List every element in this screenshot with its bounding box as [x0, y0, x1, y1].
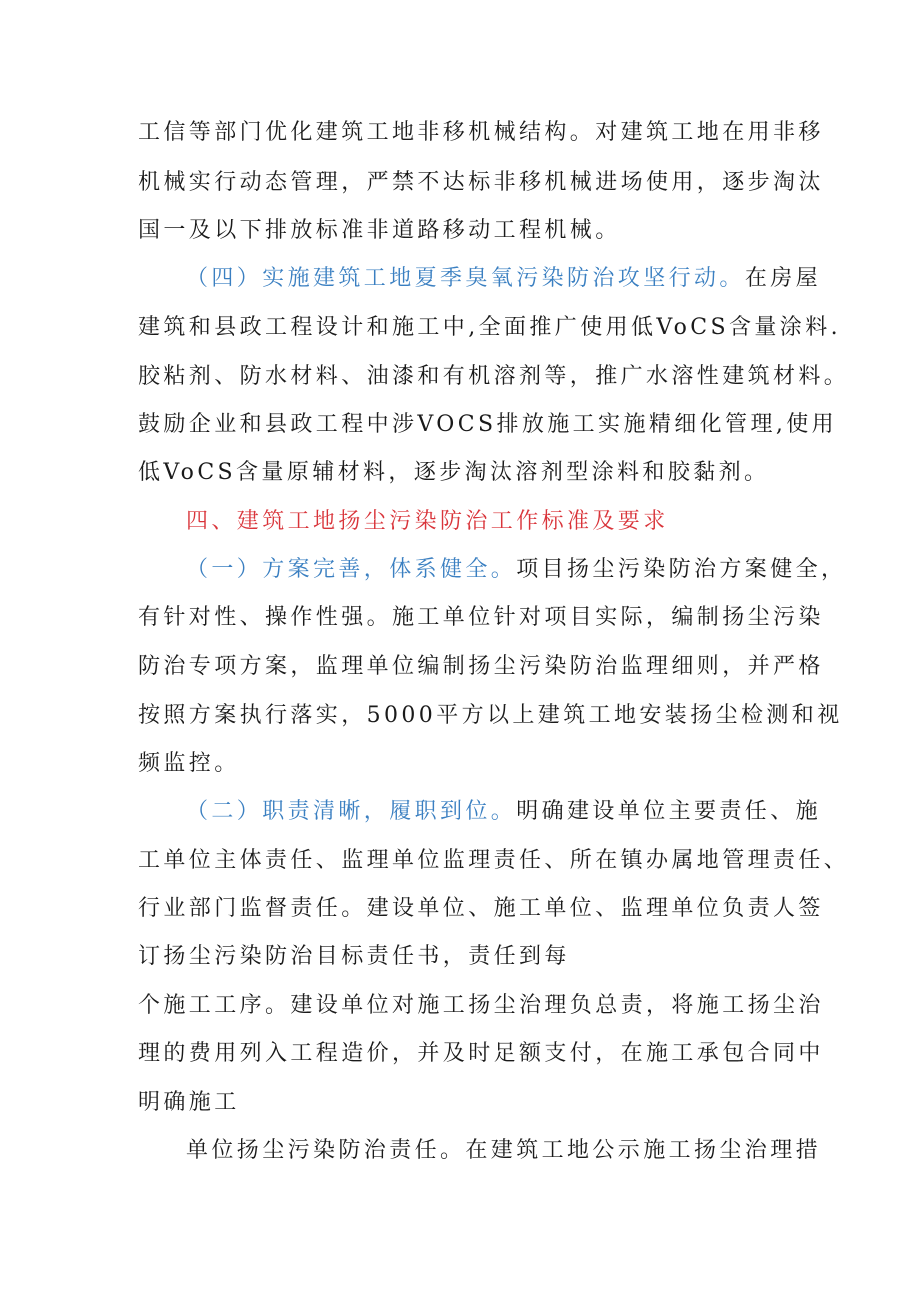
- paragraph-first-line: [186, 264, 846, 294]
- paragraph-line: 订扬尘污染防治目标责任书，责任到每: [138, 944, 570, 969]
- paragraph-line: 理的费用列入工程造价，并及时足额支付，在施工承包合同中: [138, 1041, 824, 1066]
- paragraph-line: 工信等部门优化建筑工地非移机械结构。对建筑工地在用非移: [138, 120, 824, 145]
- section-title: 四、建筑工地扬尘污染防治工作标准及要求: [186, 509, 669, 534]
- paragraph-line: 个施工工序。建设单位对施工扬尘治理负总责，将施工扬尘治: [138, 993, 824, 1018]
- paragraph-line: 工单位主体责任、监理单位监理责任、所在镇办属地管理责任、: [138, 848, 850, 873]
- paragraph-line: 鼓励企业和县政工程中涉VOCS排放施工实施精细化管理,使用: [138, 412, 838, 437]
- paragraph-line: 建筑和县政工程设计和施工中,全面推广使用低VoCS含量涂料.: [138, 315, 842, 340]
- paragraph-text: 在房屋: [744, 266, 822, 291]
- paragraph-line: 频监控。: [138, 751, 240, 776]
- subsection-heading: （二）职责清晰，履职到位。: [186, 799, 517, 824]
- paragraph-line: 胶粘剂、防水材料、油漆和有机溶剂等，推广水溶性建筑材料。: [138, 364, 850, 389]
- paragraph-text: 项目扬尘污染防治方案健全，: [516, 557, 847, 582]
- paragraph-line: 有针对性、操作性强。施工单位针对项目实际，编制扬尘污染: [138, 605, 824, 630]
- subsection-heading: （四）实施建筑工地夏季臭氧污染防治攻坚行动。: [186, 266, 745, 291]
- paragraph-line: 低VoCS含量原辅材料，逐步淘汰溶剂型涂料和胶黏剂。: [138, 460, 770, 485]
- paragraph-line: 防治专项方案，监理单位编制扬尘污染防治监理细则，并严格: [138, 654, 824, 679]
- paragraph-line: 国一及以下排放标准非道路移动工程机械。: [138, 218, 621, 243]
- paragraph-line: 行业部门监督责任。建设单位、施工单位、监理单位负责人签: [138, 896, 824, 921]
- paragraph-first-line: [186, 555, 846, 585]
- paragraph-line: 按照方案执行落实，5000平方以上建筑工地安装扬尘检测和视: [138, 703, 843, 728]
- paragraph-first-line: [186, 797, 846, 827]
- paragraph-line: 明确施工: [138, 1090, 240, 1115]
- paragraph-line: 机械实行动态管理，严禁不达标非移机械进场使用，逐步淘汰: [138, 170, 824, 195]
- paragraph-first-line: 单位扬尘污染防治责任。在建筑工地公示施工扬尘治理措: [186, 1138, 822, 1163]
- subsection-heading: （一）方案完善，体系健全。: [186, 557, 517, 582]
- paragraph-text: 明确建设单位主要责任、施: [516, 799, 822, 824]
